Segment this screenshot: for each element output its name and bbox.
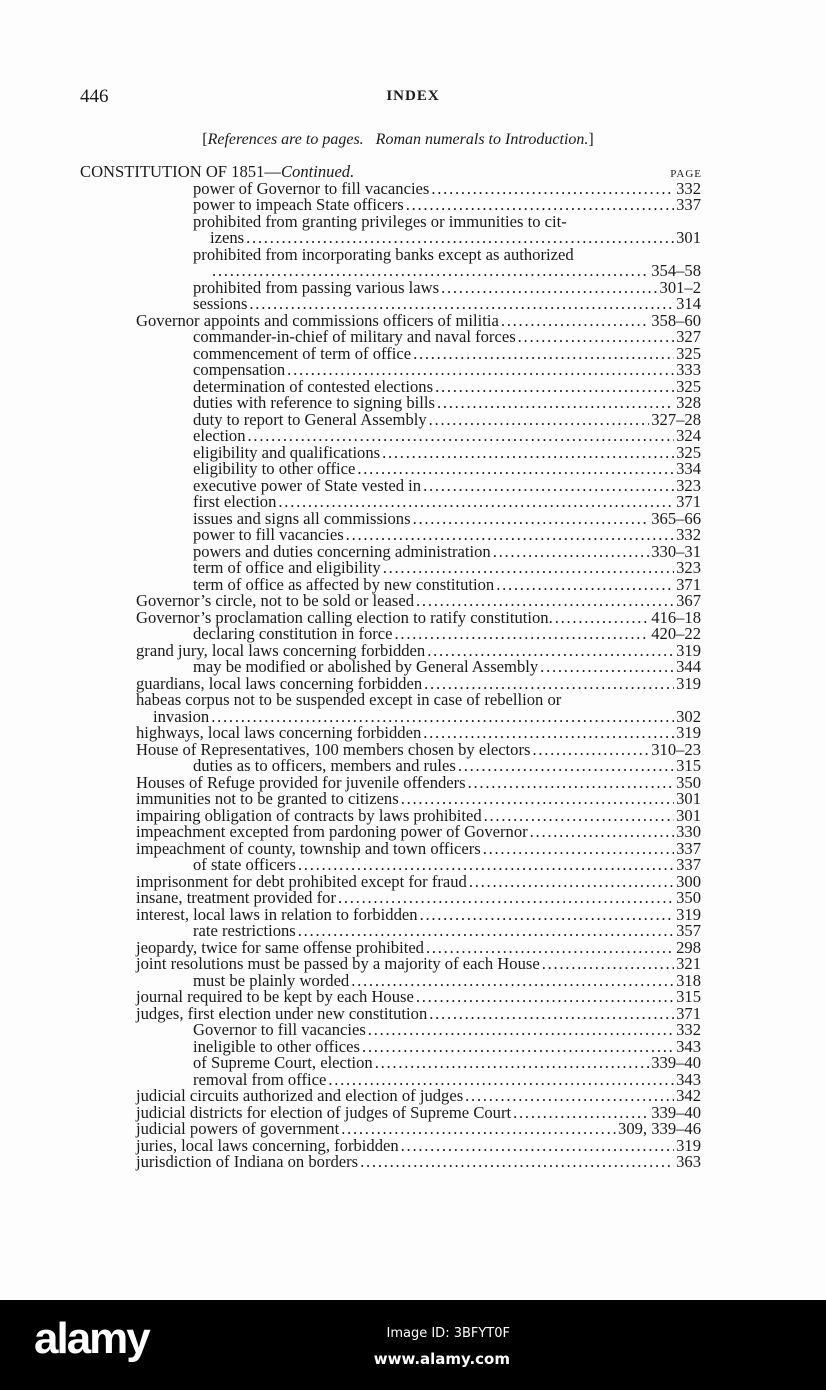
entry-text: journal required to be kept by each House <box>136 987 414 1006</box>
entry-page: 343 <box>676 1069 701 1089</box>
dot-leader <box>248 427 675 444</box>
dot-leader <box>437 394 674 411</box>
dot-leader <box>441 279 657 296</box>
entry-text: impeachment excepted from pardoning power of Governor <box>136 822 528 841</box>
index-entry <box>136 724 701 741</box>
index-entry <box>136 807 701 824</box>
index-entry <box>193 213 701 230</box>
entry-text: prohibited from granting privileges or immunities to cit- <box>193 211 567 231</box>
entry-page: 328 <box>676 393 701 412</box>
dot-leader <box>429 1005 674 1022</box>
index-entry <box>136 873 701 890</box>
entry-text: Governor to fill vacancies <box>193 1020 366 1039</box>
dot-leader <box>298 856 674 873</box>
dot-leader <box>395 625 650 642</box>
note-bracket-open: [ <box>202 131 208 148</box>
dot-leader <box>530 823 674 840</box>
entry-text: juries, local laws concerning, forbidden <box>136 1135 399 1155</box>
index-entry <box>193 526 701 543</box>
entry-page: 371 <box>676 492 701 511</box>
dot-leader <box>484 807 674 824</box>
index-entry <box>136 790 701 807</box>
entry-text: jurisdiction of Indiana on borders <box>136 1152 359 1171</box>
index-entry <box>193 757 701 774</box>
entry-page: 301 <box>676 805 701 825</box>
dot-leader <box>298 922 674 939</box>
entry-text: Governor appoints and commissions officers of militia <box>136 310 499 330</box>
running-head: INDEX <box>386 88 440 104</box>
entry-text: first election <box>193 492 277 511</box>
index-entry <box>136 889 701 906</box>
dot-leader <box>351 972 674 989</box>
index-entry <box>193 1021 701 1038</box>
index-entry <box>136 1153 701 1170</box>
entry-page: 323 <box>676 475 701 495</box>
entry-page: 371 <box>676 574 701 594</box>
dot-leader <box>416 592 674 609</box>
entry-page: 301 <box>676 789 701 808</box>
dot-leader <box>429 411 650 428</box>
dot-leader <box>431 180 674 197</box>
dot-leader <box>423 477 674 494</box>
entry-text: term of office and eligibility <box>193 558 381 577</box>
entry-page: 330–31 <box>651 541 701 561</box>
index-entry <box>193 625 701 642</box>
entry-text: commencement of term of office <box>193 343 412 363</box>
index-entry <box>136 1104 701 1121</box>
index-entry <box>193 444 701 461</box>
entry-text: joint resolutions must be passed by a majority of each House <box>136 954 540 973</box>
entry-page: 314 <box>676 294 701 313</box>
index-entry <box>193 856 701 873</box>
index-note <box>0 131 796 149</box>
index-entry <box>210 229 701 246</box>
entry-text: may be modified or abolished by General Assembly <box>193 657 539 676</box>
entry-page: 354–58 <box>651 261 701 280</box>
dot-leader <box>426 939 674 956</box>
entry-page: 327–28 <box>651 409 701 429</box>
entry-page: 350 <box>676 888 701 907</box>
index-entry <box>136 592 701 609</box>
entry-page: 365–66 <box>651 508 701 528</box>
entry-text: determination of contested elections <box>193 376 434 396</box>
entry-page: 358–60 <box>651 310 701 330</box>
dot-leader <box>357 460 674 477</box>
entry-text: interest, local laws in relation to forbidden <box>136 904 418 924</box>
entry-page: 332 <box>676 178 701 198</box>
index-entry <box>136 1005 701 1022</box>
entry-page: 315 <box>676 987 701 1006</box>
dot-leader <box>401 790 674 807</box>
index-entry <box>193 1071 701 1088</box>
index-entry <box>136 691 701 708</box>
dot-leader <box>401 1137 674 1154</box>
entry-text: duty to report to General Assembly <box>193 409 427 429</box>
dot-leader <box>483 840 674 857</box>
note-text-2: Roman numerals to Introduction. <box>375 131 589 148</box>
entry-text: imprisonment for debt prohibited except for fraud <box>136 871 467 891</box>
index-entry <box>193 378 701 395</box>
index-entry <box>136 1087 701 1104</box>
index-entry <box>193 411 701 428</box>
entry-text: invasion <box>153 706 210 726</box>
entry-page: 339–40 <box>651 1053 701 1072</box>
index-entry <box>193 510 701 527</box>
entry-text: ineligible to other offices <box>193 1036 360 1056</box>
entry-text: immunities not to be granted to citizens <box>136 789 399 808</box>
site-url: www.alamy.com <box>373 1350 510 1368</box>
entry-page: 301 <box>676 228 701 247</box>
heading-title: CONSTITUTION OF 1851— <box>80 162 281 181</box>
index-entry <box>136 675 701 692</box>
index-entry <box>136 642 701 659</box>
entry-text: habeas corpus not to be suspended except in case of rebellion or <box>136 690 562 709</box>
entry-text: Governor’s proclamation calling election to ratify constitution. <box>136 607 553 627</box>
entry-text: of state officers <box>193 855 296 874</box>
entry-text: of Supreme Court, election <box>193 1053 373 1072</box>
entry-page: 344 <box>676 657 701 676</box>
dot-leader <box>423 724 674 741</box>
dot-leader <box>383 559 674 576</box>
entry-text: rate restrictions <box>193 921 296 940</box>
entry-page: 315 <box>676 756 701 775</box>
entry-page: 325 <box>676 442 701 462</box>
dot-leader <box>416 988 674 1005</box>
entry-page: 310–23 <box>651 739 701 759</box>
entry-text: declaring constitution in force <box>193 624 393 643</box>
index-entry <box>136 906 701 923</box>
entry-text: power to fill vacancies <box>193 525 344 544</box>
entry-page: 298 <box>676 937 701 957</box>
dot-leader <box>458 757 674 774</box>
index-entry <box>136 955 701 972</box>
entry-page: 309, 339–46 <box>618 1119 701 1138</box>
index-entry <box>193 658 701 675</box>
entry-text: judicial powers of government <box>136 1119 340 1138</box>
entry-page: 334 <box>676 459 701 478</box>
entry-text: judges, first election under new constitution <box>136 1003 428 1023</box>
dot-leader <box>542 955 674 972</box>
entry-page: 325 <box>676 343 701 363</box>
entry-text: duties as to officers, members and rules <box>193 756 456 775</box>
index-entry <box>136 988 701 1005</box>
index-entry <box>193 1054 701 1071</box>
index-entry <box>136 823 701 840</box>
index-entry <box>193 361 701 378</box>
entry-text: highways, local laws concerning forbidden <box>136 723 422 742</box>
entry-page: 319 <box>676 723 701 742</box>
entry-text: eligibility to other office <box>193 459 356 478</box>
entry-text: power to impeach State officers <box>193 195 404 214</box>
watermark-bar <box>0 1300 826 1390</box>
entry-text: prohibited from incorporating banks except as authorized <box>193 244 574 264</box>
entry-text: izens <box>210 228 245 247</box>
entry-page: 339–40 <box>651 1102 701 1122</box>
index-entry <box>193 279 701 296</box>
index-entry <box>193 1038 701 1055</box>
dot-leader <box>493 543 650 560</box>
dot-leader <box>496 576 674 593</box>
note-bracket-close: ] <box>588 131 594 148</box>
dot-leader <box>427 642 674 659</box>
page-number: 446 <box>80 86 109 107</box>
note-text-1: References are to pages. <box>207 131 364 148</box>
dot-leader <box>211 708 674 725</box>
entry-text: impeachment of county, township and town officers <box>136 838 481 858</box>
entry-text: prohibited from passing various laws <box>193 277 440 297</box>
entry-page: 342 <box>676 1086 701 1105</box>
entry-text: eligibility and qualifications <box>193 442 381 462</box>
dot-leader <box>341 1120 616 1137</box>
entry-text: insane, treatment provided for <box>136 888 336 907</box>
entry-text: sessions <box>193 294 248 313</box>
entry-page: 325 <box>676 376 701 396</box>
index-entry <box>136 1137 701 1154</box>
dot-leader <box>382 444 674 461</box>
index-entry <box>193 543 701 560</box>
entry-page: 319 <box>676 1135 701 1155</box>
index-entry <box>193 460 701 477</box>
entry-text: House of Representatives, 100 members chosen by electors <box>136 739 531 759</box>
entry-text: powers and duties concerning administration <box>193 541 491 561</box>
index-entry <box>210 262 701 279</box>
dot-leader <box>468 774 674 791</box>
entry-page: 332 <box>676 1020 701 1039</box>
entry-text: compensation <box>193 360 286 379</box>
index-entry <box>193 180 701 197</box>
dot-leader <box>278 493 674 510</box>
index-entry <box>136 774 701 791</box>
entry-text: grand jury, local laws concerning forbidden <box>136 640 426 660</box>
image-id: Image ID: 3BFYT0F <box>386 1326 510 1341</box>
index-entry <box>193 328 701 345</box>
index-entry <box>193 493 701 510</box>
alamy-logo: alamy <box>34 1314 149 1363</box>
dot-leader <box>212 262 649 279</box>
entry-page: 367 <box>676 591 701 610</box>
entry-page: 301–2 <box>659 277 701 297</box>
entry-text: executive power of State vested in <box>193 475 422 495</box>
dot-leader <box>413 345 674 362</box>
entry-page: 330 <box>676 822 701 841</box>
dot-leader <box>555 609 649 626</box>
index-entry <box>193 559 701 576</box>
entry-text: jeopardy, twice for same offense prohibited <box>136 937 424 957</box>
index-entry <box>136 609 701 626</box>
index-entry <box>193 345 701 362</box>
entry-text: power of Governor to fill vacancies <box>193 178 430 198</box>
entry-page: 371 <box>676 1003 701 1023</box>
dot-leader <box>532 741 649 758</box>
entry-text: election <box>193 426 246 445</box>
entry-page: 363 <box>676 1152 701 1171</box>
dot-leader <box>328 1071 674 1088</box>
entry-page: 337 <box>676 838 701 858</box>
entry-text: issues and signs all commissions <box>193 508 411 528</box>
dot-leader <box>518 328 674 345</box>
dot-leader <box>368 1021 674 1038</box>
dot-leader <box>406 196 674 213</box>
dot-leader <box>246 229 674 246</box>
dot-leader <box>346 526 674 543</box>
section-heading <box>80 163 702 180</box>
index-entry <box>193 972 701 989</box>
entry-text: Houses of Refuge provided for juvenile offenders <box>136 772 466 792</box>
entry-page: 332 <box>676 525 701 544</box>
dot-leader <box>420 906 675 923</box>
dot-leader <box>375 1054 649 1071</box>
entry-page: 333 <box>676 360 701 379</box>
index-entry <box>136 840 701 857</box>
entry-text: guardians, local laws concerning forbidden <box>136 673 423 693</box>
dot-leader <box>424 675 674 692</box>
dot-leader <box>338 889 674 906</box>
dot-leader <box>501 312 649 329</box>
entry-page: 300 <box>676 871 701 891</box>
index-entry <box>193 295 701 312</box>
index-entry <box>193 576 701 593</box>
entry-page: 420–22 <box>651 624 701 643</box>
dot-leader <box>435 378 674 395</box>
index-entry <box>136 741 701 758</box>
entry-text: duties with reference to signing bills <box>193 393 435 412</box>
dot-leader <box>362 1038 674 1055</box>
entry-page: 350 <box>676 772 701 792</box>
index-entry <box>153 708 701 725</box>
entry-text: Governor’s circle, not to be sold or leased <box>136 591 415 610</box>
index-entry <box>193 922 701 939</box>
entry-page: 357 <box>676 921 701 940</box>
entry-page: 324 <box>676 426 701 445</box>
dot-leader <box>513 1104 649 1121</box>
dot-leader <box>540 658 674 675</box>
index-entry <box>136 939 701 956</box>
dot-leader <box>413 510 650 527</box>
dot-leader <box>360 1153 674 1170</box>
dot-leader <box>469 873 674 890</box>
index-entry <box>193 196 701 213</box>
entry-text: judicial circuits authorized and election of judges <box>136 1086 464 1105</box>
dot-leader <box>249 295 674 312</box>
index-entry <box>136 312 701 329</box>
entry-page: 416–18 <box>651 607 701 627</box>
index-entry <box>193 427 701 444</box>
entry-page: 337 <box>676 855 701 874</box>
entry-page: 323 <box>676 558 701 577</box>
entry-page: 343 <box>676 1036 701 1056</box>
entry-text: commander-in-chief of military and naval forces <box>193 327 516 346</box>
heading-continued: Continued. <box>280 162 355 181</box>
dot-leader <box>287 361 674 378</box>
entry-text: must be plainly worded <box>193 970 350 990</box>
entry-page: 302 <box>676 706 701 726</box>
index-entry <box>136 1120 701 1137</box>
entry-page: 337 <box>676 195 701 214</box>
entry-page: 318 <box>676 970 701 990</box>
entry-text: term of office as affected by new constitution <box>193 574 495 594</box>
index-entry <box>193 477 701 494</box>
entry-page: 327 <box>676 327 701 346</box>
entry-text: removal from office <box>193 1069 327 1089</box>
entry-page: 321 <box>676 954 701 973</box>
entry-page: 319 <box>676 673 701 693</box>
entry-page: 319 <box>676 640 701 660</box>
entry-text: impairing obligation of contracts by laws prohibited <box>136 805 482 825</box>
entry-page: 319 <box>676 904 701 924</box>
index-entry <box>193 394 701 411</box>
entry-text: judicial districts for election of judges of Supreme Court <box>136 1102 512 1122</box>
page-column-label: PAGE <box>670 168 702 180</box>
index-entry <box>193 246 701 263</box>
dot-leader <box>465 1087 674 1104</box>
